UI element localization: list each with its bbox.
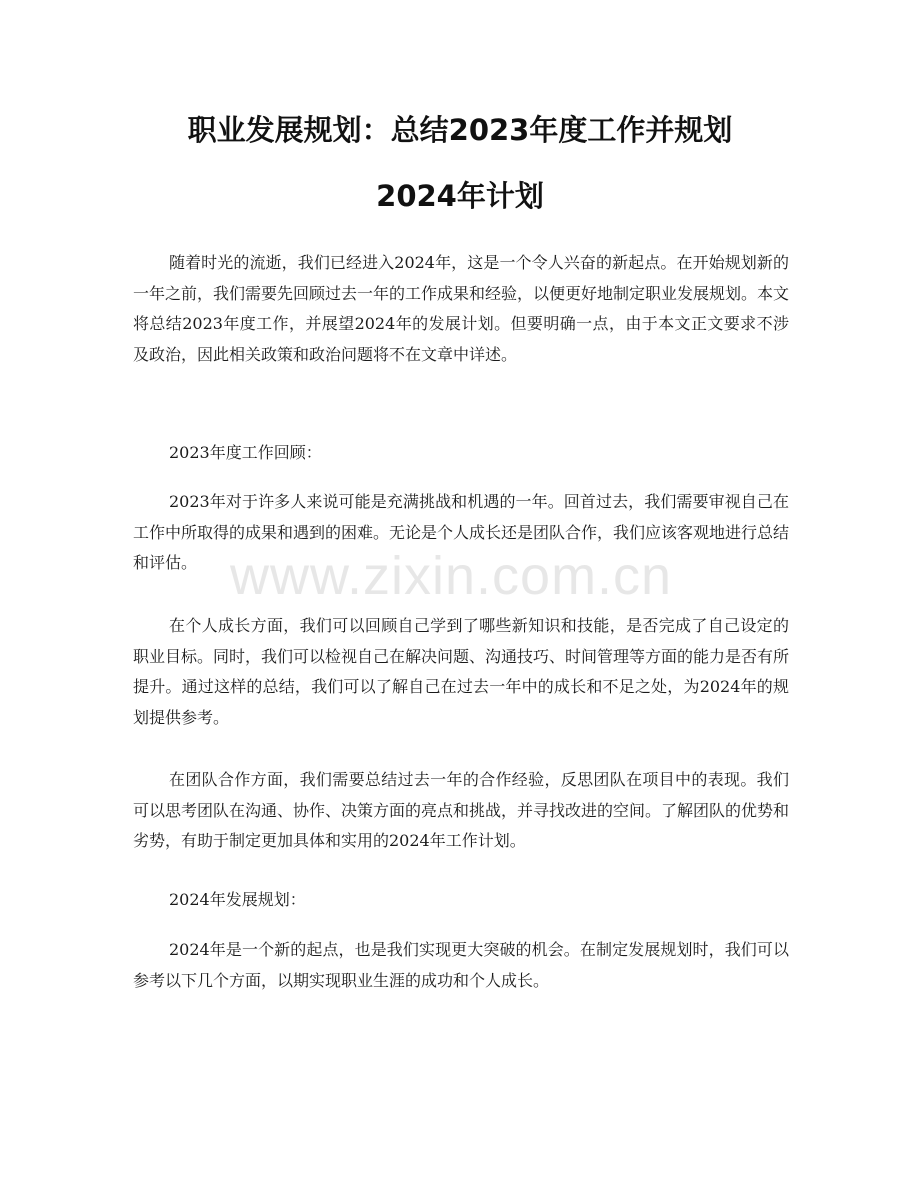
document-title-line-1: 职业发展规划：总结2023年度工作并规划: [187, 113, 733, 147]
watermark-text: www.zixin.com.cn: [230, 546, 673, 606]
plan-paragraph: 2024年是一个新的起点，也是我们实现更大突破的机会。在制定发展规划时，我们可以参考以下几个方面，以期实现职业生涯的成功和个人成长。: [133, 940, 789, 990]
section-heading-2023-review: 2023年度工作回顾：: [169, 443, 322, 462]
intro-paragraph: 随着时光的流逝，我们已经进入2024年，这是一个令人兴奋的新起点。在开始规划新的一年之前，我们需要先回顾过去一年的工作成果和经验，以便更好地制定职业发展规划。本文将总结2023年度工作，并展望2024年的发展计划。但要明确一点，由于本文正文要求不涉及政治，因此相关政策和政治问题将不在文章中详述。: [133, 253, 790, 364]
review-paragraph: 2023年对于许多人来说可能是充满挑战和机遇的一年。回首过去，我们需要审视自己在工作中所取得的成果和遇到的困难。无论是个人成长还是团队合作，我们应该客观地进行总结和评估。: [133, 492, 790, 572]
section-heading-2024-plan: 2024年发展规划：: [169, 890, 306, 909]
personal-growth-paragraph: 在个人成长方面，我们可以回顾自己学到了哪些新知识和技能，是否完成了自己设定的职业目标。同时，我们可以检视自己在解决问题、沟通技巧、时间管理等方面的能力是否有所提升。通过这样的总结，我们可以了解自己在过去一年中的成长和不足之处，为2024年的规划提供参考。: [133, 616, 790, 727]
teamwork-paragraph: 在团队合作方面，我们需要总结过去一年的合作经验，反思团队在项目中的表现。我们可以思考团队在沟通、协作、决策方面的亮点和挑战，并寻找改进的空间。了解团队的优势和劣势，有助于制定更加具体和实用的2024年工作计划。: [133, 770, 790, 850]
document-title-line-2: 2024年计划: [376, 179, 544, 213]
